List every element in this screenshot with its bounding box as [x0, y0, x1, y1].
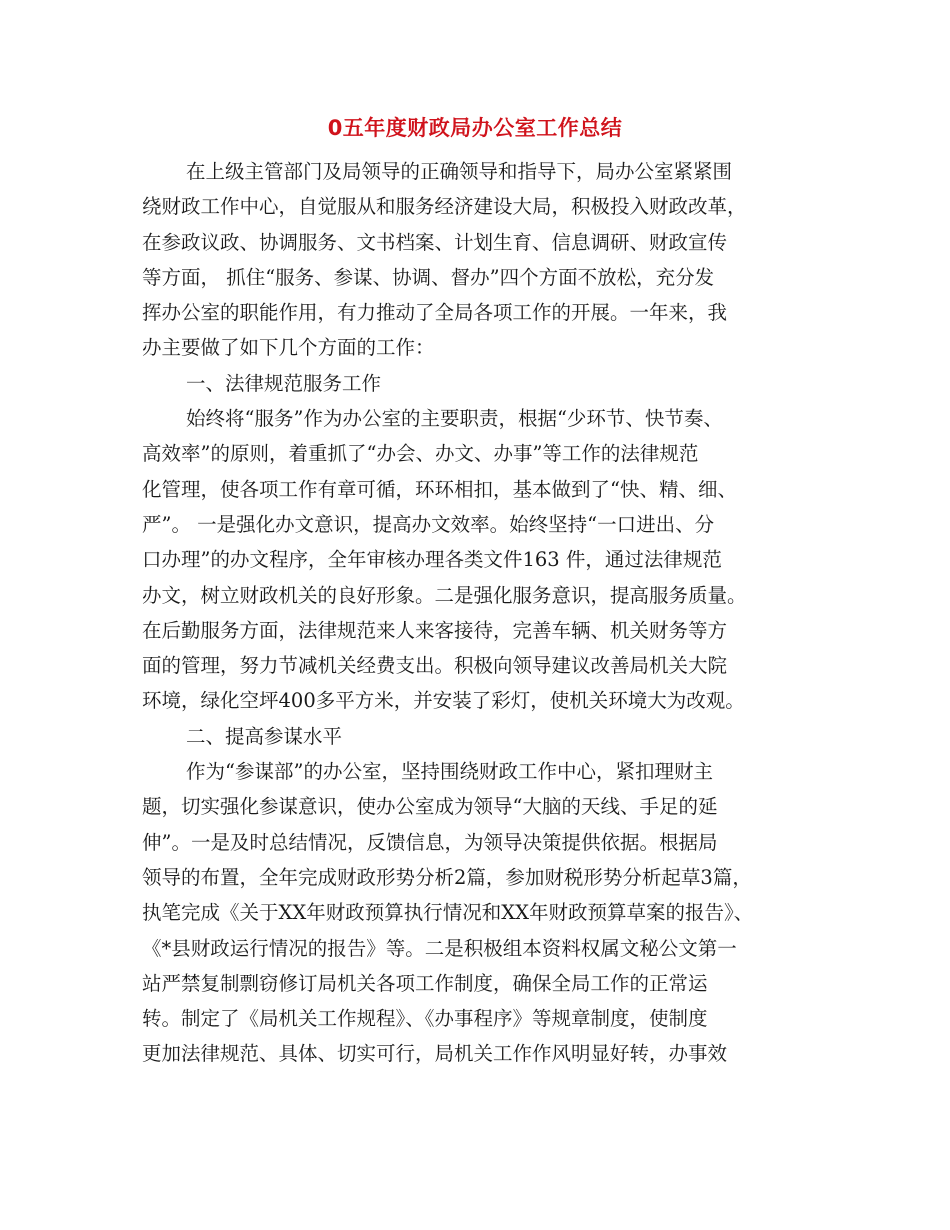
body-text-line: 口办理”的办文程序，全年审核办理各类文件163 件，通过法律规范 — [142, 548, 722, 572]
body-text-line: 转。制定了《局机关工作规程》、《办事程序》等规章制度，使制度 — [142, 1007, 708, 1031]
body-text-line: 领导的布置，全年完成财政形势分析2篇，参加财税形势分析起草3篇， — [142, 865, 752, 889]
body-text-line: 在参政议政、协调服务、文书档案、计划生育、信息调研、财政宣传 — [142, 230, 728, 254]
body-text-line: 执笔完成《关于XX年财政预算执行情况和XX年财政预算草案的报告》、 — [142, 901, 754, 925]
body-text-line: 一、法律规范服务工作 — [186, 371, 382, 395]
body-text-line: 环境，绿化空坪400多平方米，并安装了彩灯，使机关环境大为改观。 — [142, 689, 745, 713]
body-text-line: 作为“参谋部”的办公室，坚持围绕财政工作中心，紧扣理财主 — [186, 760, 713, 784]
body-text-line: 二、提高参谋水平 — [186, 724, 343, 748]
body-text-line: 高效率”的原则，着重抓了“办会、办文、办事”等工作的法律规范 — [142, 442, 699, 466]
body-text-line: 在后勤服务方面，法律规范来人来客接待，完善车辆、机关财务等方 — [142, 618, 728, 642]
body-text-line: 化管理，使各项工作有章可循，环环相扣，基本做到了“快、精、细、 — [142, 477, 737, 501]
body-text-line: 《*县财政运行情况的报告》等。二是积极组本资料权属文秘公文第一 — [142, 936, 737, 960]
body-text-line: 严”。 一是强化办文意识，提高办文效率。始终坚持“一口进出、分 — [142, 512, 715, 536]
document-body — [142, 154, 822, 1072]
body-text-line: 站严禁复制剽窃修订局机关各项工作制度，确保全局工作的正常运 — [142, 971, 708, 995]
document-title: 0五年度财政局办公室工作总结 — [327, 116, 623, 140]
body-text-line: 始终将“服务”作为办公室的主要职责，根据“少环节、快节奏、 — [186, 407, 723, 431]
body-text-line: 绕财政工作中心，自觉服从和服务经济建设大局，积极投入财政改革， — [142, 195, 747, 219]
body-text-line: 等方面， 抓住“服务、参谋、协调、督办”四个方面不放松，充分发 — [142, 265, 715, 289]
body-text-line: 办主要做了如下几个方面的工作： — [142, 336, 435, 360]
body-text-line: 挥办公室的职能作用，有力推动了全局各项工作的开展。一年来，我 — [142, 301, 728, 325]
body-text-line: 更加法律规范、具体、切实可行，局机关工作作风明显好转，办事效 — [142, 1042, 728, 1066]
body-text-line: 伸”。一是及时总结情况，反馈信息，为领导决策提供依据。根据局 — [142, 830, 718, 854]
body-text-line: 面的管理，努力节减机关经费支出。积极向领导建议改善局机关大院 — [142, 654, 728, 678]
body-text-line: 办文，树立财政机关的良好形象。二是强化服务意识，提高服务质量。 — [142, 583, 747, 607]
body-text-line: 题，切实强化参谋意识，使办公室成为领导“大脑的天线、手足的延 — [142, 795, 718, 819]
body-text-line: 在上级主管部门及局领导的正确领导和指导下，局办公室紧紧围 — [186, 160, 733, 183]
